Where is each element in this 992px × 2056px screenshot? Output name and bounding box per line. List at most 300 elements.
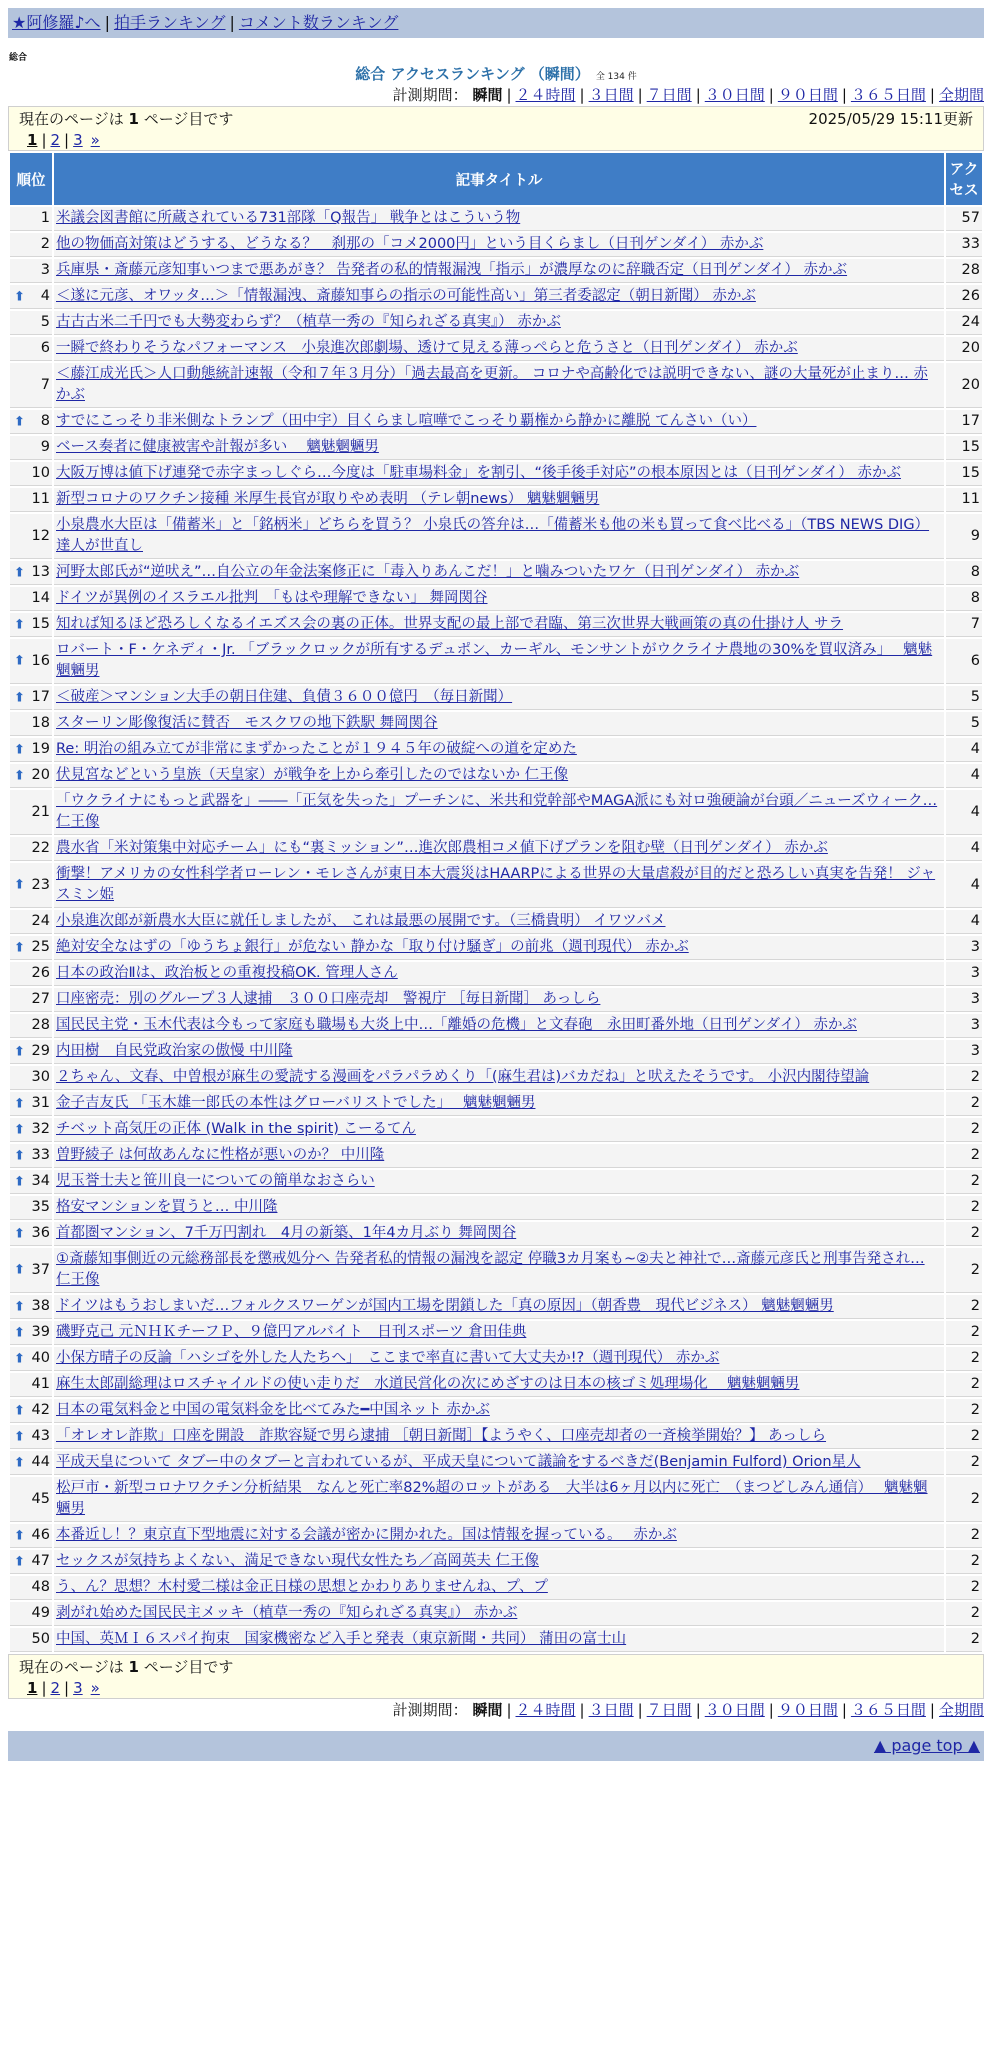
header-position: 順位 [10,153,52,205]
rank-position-cell [10,1144,52,1168]
ranking-title [8,64,984,84]
article-title-link[interactable]: 中国、英ＭＩ６スパイ拘束 国家機密など入手と発表（東京新聞・共同） 蒲田の富士山 [56,1631,627,1647]
total-count: 全 134 件 [595,72,637,82]
article-title-cell [54,1014,944,1038]
up-arrow-icon: ⬆ [14,1174,25,1189]
article-title-cell [54,1321,944,1345]
article-title-link[interactable]: う、ん？思想？木村愛二様は金正日様の思想とかわりありませんね、プ、プ [56,1579,548,1595]
article-title-link[interactable]: 日本の政治Ⅱは、政治板との重複投稿OK. 管理人さん [56,965,398,981]
article-title-link[interactable]: 「ウクライナにもっと武器を」――「正気を失った」プーチンに、米共和党幹部やMAGA派にも対ロ強硬論が台頭／ニューズウィーク… 仁王像 [56,793,938,830]
article-title-link[interactable]: 農水省「米対策集中対応チーム」にも“裏ミッション”…進次郎農相コメ値下げプランを阻む壁（日刊ゲンダイ） 赤かぶ [56,840,828,856]
table-row [10,686,982,710]
up-arrow-icon: ⬆ [14,565,25,580]
rank-number: 11 [31,491,50,507]
period-option-3d[interactable]: ３日間 [588,86,634,104]
access-count: 15 [946,462,982,486]
up-arrow-icon: ⬆ [14,1455,25,1470]
rank-position-cell [10,1118,52,1142]
access-count: 2 [946,1373,982,1397]
table-row [10,639,982,684]
period-option-90d[interactable]: ９０日間 [777,86,838,104]
access-count: 5 [946,712,982,736]
header-access: アクセス [946,153,982,205]
rank-position-cell [10,712,52,736]
access-count: 20 [946,337,982,361]
access-count: 3 [946,936,982,960]
rank-number: 33 [31,1147,50,1163]
rank-position-cell [10,764,52,788]
period-option-30d[interactable]: ３０日間 [704,86,765,104]
up-arrow-icon: ⬆ [14,653,25,669]
page-next-link[interactable]: » [90,1679,100,1697]
article-title-cell [54,1144,944,1168]
page-top-link[interactable]: ▲ page top ▲ [873,1736,980,1755]
rank-position-cell [10,639,52,684]
access-count: 2 [946,1477,982,1522]
rank-position-cell [10,488,52,512]
rank-position-cell [10,259,52,283]
up-arrow-icon: ⬆ [14,1403,25,1418]
rank-position-cell [10,1602,52,1626]
rank-number: 30 [31,1069,50,1085]
rank-number: 43 [31,1428,50,1444]
table-row [10,410,982,434]
rank-position-cell [10,1040,52,1064]
article-title-link[interactable]: 小泉進次郎が新農水大臣に就任しましたが、 これは最悪の展開です。（三橋貴明） イワツバメ [56,913,666,929]
table-row [10,1477,982,1522]
rank-number: 28 [31,1017,50,1033]
access-count: 2 [946,1425,982,1449]
rank-position-cell [10,436,52,460]
article-title-link[interactable]: 伏見宮などという皇族（天皇家）が戦争を上から牽引したのではないか 仁王像 [56,767,569,783]
rank-position-cell [10,285,52,309]
article-title-link[interactable]: 本番近し！？東京直下型地震に対する会議が密かに開かれた。国は情報を握っている。 赤かぶ [56,1527,677,1543]
access-count: 2 [946,1196,982,1220]
page-status: 現在のページは 1 ページ目です [19,110,234,128]
access-count: 2 [946,1628,982,1652]
rank-position-cell [10,410,52,434]
access-count: 4 [946,910,982,934]
rank-position-cell [10,863,52,908]
article-title-cell [54,1347,944,1371]
article-title-link[interactable]: 兵庫県・斎藤元彦知事いつまで悪あがき？ 告発者の私的情報漏洩「指示」が濃厚なのに辞職否定（日刊ゲンダイ） 赤かぶ [56,262,848,278]
article-title-cell [54,561,944,585]
up-arrow-icon: ⬆ [14,1429,25,1444]
article-title-link[interactable]: チベット高気圧の正体 (Walk in the spirit) こーるてん [56,1121,416,1137]
article-title-cell [54,686,944,710]
period-option-all[interactable]: 全期間 [938,86,984,104]
nav-separator: | [229,13,235,32]
table-row [10,1295,982,1319]
rank-number: 37 [31,1261,50,1278]
article-title-cell [54,1373,944,1397]
article-title-cell [54,988,944,1012]
nav-comment-ranking-link[interactable]: コメント数ランキング [238,13,399,32]
rank-position-cell [10,1248,52,1293]
article-title-cell [54,1628,944,1652]
article-title-link[interactable]: 児玉誉士夫と笹川良一についての簡単なおさらい [56,1173,375,1189]
rank-position-cell [10,1222,52,1246]
article-title-cell [54,837,944,861]
access-count: 2 [946,1248,982,1293]
article-title-cell [54,712,944,736]
article-title-link[interactable]: 新型コロナのワクチン接種 米厚生長官が取りやめ表明 （テレ朝news） 魑魅魍魎男 [56,491,600,507]
up-arrow-icon: ⬆ [14,768,25,783]
period-option-365d[interactable]: ３６５日間 [850,1701,926,1719]
pagination-bottom: 現在のページは 1 ページ目です 1 | 2 | 3 » [8,1654,984,1699]
access-count: 24 [946,311,982,335]
page-current: 1 [27,1679,38,1697]
article-title-cell [54,1576,944,1600]
rank-number: 41 [31,1376,50,1392]
article-title-link[interactable]: 格安マンションを買うと… 中川隆 [56,1199,278,1215]
article-title-cell [54,311,944,335]
article-title-link[interactable]: ＜遂に元彦、オワッタ…＞「情報漏洩、斎藤知事らの指示の可能性高い」第三者委認定（朝日新聞） 赤かぶ [56,288,756,304]
rank-position-cell [10,910,52,934]
rank-position-cell [10,1347,52,1371]
access-count: 3 [946,1040,982,1064]
article-title-link[interactable]: 日本の電気料金と中国の電気料金を比べてみた━中国ネット 赤かぶ [56,1402,490,1418]
table-row [10,1092,982,1116]
article-title-cell [54,1118,944,1142]
article-title-link[interactable]: ①斎藤知事側近の元総務部長を懲戒処分へ 告発者私的情報の漏洩を認定 停職3カ月案も~②夫と神社で…斎藤元彦氏と刑事告発され… 仁王像 [56,1251,925,1288]
table-row [10,1602,982,1626]
up-arrow-icon: ⬆ [14,1122,25,1137]
section-label: 総合 [9,53,28,63]
table-row [10,910,982,934]
up-arrow-icon: ⬆ [14,1148,25,1163]
rank-position-cell [10,1524,52,1548]
rank-position-cell [10,1066,52,1090]
page-link-3[interactable]: 3 [73,1679,83,1697]
access-count: 8 [946,561,982,585]
table-row [10,962,982,986]
article-title-cell [54,962,944,986]
rank-number: 50 [31,1631,50,1647]
article-title-link[interactable]: 国民民主党・玉木代表は今もって家庭も職場も大炎上中…「離婚の危機」と文春砲 永田町番外地（日刊ゲンダイ） 赤かぶ [56,1017,857,1033]
period-option-365d[interactable]: ３６５日間 [850,86,926,104]
table-row [10,1222,982,1246]
rank-number: 44 [31,1454,50,1470]
access-count: 2 [946,1092,982,1116]
ranking-table-body [10,207,982,1652]
rank-position-cell [10,587,52,611]
table-row [10,712,982,736]
article-title-link[interactable]: ＜藤江成光氏＞人口動態統計速報（令和７年３月分）「過去最高を更新。 コロナや高齢化では説明できない、謎の大量死が止まり… 赤かぶ [56,366,928,403]
up-arrow-icon: ⬆ [14,940,25,955]
article-title-cell [54,1399,944,1423]
period-option-30d[interactable]: ３０日間 [704,1701,765,1719]
access-count: 17 [946,410,982,434]
period-option-7d[interactable]: ７日間 [646,1701,692,1719]
article-title-cell [54,1248,944,1293]
period-option-all[interactable]: 全期間 [938,1701,984,1719]
pagination-top: 現在のページは 1 ページ目です 2025/05/29 15:11更新 1 | 2 | 3 » [8,106,984,151]
table-row [10,988,982,1012]
period-option-24h[interactable]: ２４時間 [515,1701,576,1719]
article-title-link[interactable]: 「オレオレ詐欺」口座を開設 詐欺容疑で男ら逮捕 ［朝日新聞］【ようやく、口座売却者の一斉検挙開始？】 あっしら [56,1428,827,1444]
nav-separator: | [104,13,110,32]
rank-number: 48 [31,1579,50,1595]
article-title-cell [54,337,944,361]
rank-position-cell [10,1550,52,1574]
rank-number: 34 [31,1173,50,1189]
article-title-cell [54,1451,944,1475]
access-count: 28 [946,259,982,283]
rank-position-cell [10,837,52,861]
rank-number: 3 [40,262,50,278]
article-title-cell [54,207,944,231]
table-row [10,1399,982,1423]
article-title-link[interactable]: 曽野綾子 は何故あんなに性格が悪いのか？ 中川隆 [56,1147,385,1163]
footer-bar [8,1731,984,1761]
article-title-cell [54,410,944,434]
rank-number: 7 [40,376,50,393]
access-count: 3 [946,1014,982,1038]
period-label: 計測期間： [392,86,468,104]
nav-home-link[interactable]: ★阿修羅♪へ [12,13,101,32]
rank-position-cell [10,1477,52,1522]
rank-number: 4 [40,288,50,304]
access-count: 8 [946,587,982,611]
access-count: 2 [946,1524,982,1548]
rank-number: 26 [31,965,50,981]
rank-position-cell [10,1425,52,1449]
article-title-cell [54,790,944,835]
table-row [10,561,982,585]
article-title-link[interactable]: セックスが気持ちよくない、満足できない現代女性たち／高岡英夫 仁王像 [56,1553,539,1569]
access-count: 2 [946,1576,982,1600]
up-arrow-icon: ⬆ [14,690,25,705]
table-row [10,436,982,460]
up-arrow-icon: ⬆ [14,617,25,632]
table-row [10,363,982,408]
article-title-link[interactable]: ２ちゃん、文春、中曽根が麻生の愛読する漫画をパラパラめくり「(麻生君は)バカだね」と吠えたそうです。 小沢内閣待望論 [56,1069,870,1085]
article-title-cell [54,285,944,309]
rank-number: 21 [31,803,50,820]
table-row [10,837,982,861]
page-link-2[interactable]: 2 [50,1679,61,1697]
article-title-link[interactable]: 大阪万博は値下げ連発で赤字まっしぐら…今度は「駐車場料金」を割引、“後手後手対応”の根本原因とは（日刊ゲンダイ） 赤かぶ [56,465,901,481]
rank-position-cell [10,1295,52,1319]
ranking-title-text: 総合 アクセスランキング （瞬間） [355,65,590,83]
table-row [10,285,982,309]
article-title-link[interactable]: 小泉農水大臣は「備蓄米」と「銘柄米」どちらを買う？ 小泉氏の答弁は…「備蓄米も他の米も買って食べ比べる」（TBS NEWS DIG） 達人が世直し [56,517,930,554]
updated-timestamp: 2025/05/29 15:11更新 [808,110,973,128]
nav-clap-ranking-link[interactable]: 拍手ランキング [113,13,226,32]
rank-position-cell [10,1321,52,1345]
table-row [10,259,982,283]
period-selector-top: 計測期間： 瞬間 | ２４時間 | ３日間 | ７日間 | ３０日間 | ９０日間 | ３６５日間 | 全期間 [392,86,984,104]
period-selector-bottom: 計測期間： 瞬間 | ２４時間 | ３日間 | ７日間 | ３０日間 | ９０日間 | ３６５日間 | 全期間 [392,1701,984,1719]
up-arrow-icon: ⬆ [14,877,25,893]
table-row [10,337,982,361]
table-row [10,587,982,611]
table-row [10,514,982,559]
top-nav-bar [8,8,984,38]
up-arrow-icon: ⬆ [14,1299,25,1314]
access-count: 4 [946,837,982,861]
rank-number: 14 [31,590,50,606]
article-title-link[interactable]: すでにこっそり非米側なトランプ（田中宇）目くらまし喧嘩でこっそり覇権から静かに離脱 てんさい（い） [56,413,757,429]
article-title-link[interactable]: 口座密売：別のグループ３人逮捕 ３００口座売却 警視庁 ［毎日新聞］ あっしら [56,991,601,1007]
article-title-link[interactable]: 内田樹 自民党政治家の傲慢 中川隆 [56,1043,293,1059]
page-link-2[interactable]: 2 [50,131,61,149]
access-count: 2 [946,1066,982,1090]
table-row [10,1248,982,1293]
article-title-link[interactable]: 一瞬で終わりそうなパフォーマンス 小泉進次郎劇場、透けて見える薄っぺらと危うさと（日刊ゲンダイ） 赤かぶ [56,340,798,356]
page-link-3[interactable]: 3 [73,131,83,149]
article-title-link[interactable]: Re: 明治の組み立てが非常にまずかったことが１９４５年の破綻への道を定めた [56,741,577,757]
period-option-24h[interactable]: ２４時間 [515,86,576,104]
table-row [10,764,982,788]
access-count: 33 [946,233,982,257]
rank-position-cell [10,514,52,559]
header-title: 記事タイトル [54,153,944,205]
rank-position-cell [10,1170,52,1194]
article-title-link[interactable]: 河野太郎氏が“逆吠え”…自公立の年金法案修正に「毒入りあんこだ！」と噛みついたワケ（日刊ゲンダイ） 赤かぶ [56,564,800,580]
table-row [10,1040,982,1064]
article-title-link[interactable]: 古古古米二千円でも大勢変わらず？（植草一秀の『知られざる真実』） 赤かぶ [56,314,561,330]
rank-position-cell [10,1451,52,1475]
rank-position-cell [10,1014,52,1038]
article-title-cell [54,363,944,408]
up-arrow-icon: ⬆ [14,742,25,757]
article-title-link[interactable]: 衝撃！アメリカの女性科学者ローレン・モレさんが東日本大震災はHAARPによる世界の大量虐殺が目的だと恐ろしい真実を告発！ ジャスミン姫 [56,866,936,903]
article-title-cell [54,863,944,908]
article-title-link[interactable]: ロバート・F・ケネディ・Jr. 「ブラックロックが所有するデュポン、カーギル、モンサントがウクライナ農地の30%を買収済み」 魑魅魍魎男 [56,642,933,679]
article-title-link[interactable]: 小保方晴子の反論「ハシゴを外した人たちへ」 ここまで率直に書いて大丈夫か!?（週刊現代） 赤かぶ [56,1350,720,1366]
rank-number: 1 [40,210,50,226]
article-title-link[interactable]: スターリン彫像復活に賛否 モスクワの地下鉄駅 舞岡関谷 [56,715,438,731]
access-count: 2 [946,1295,982,1319]
access-count: 20 [946,363,982,408]
rank-number: 5 [40,314,50,330]
article-title-cell [54,1196,944,1220]
article-title-cell [54,1602,944,1626]
up-arrow-icon: ⬆ [14,1325,25,1340]
access-count: 4 [946,764,982,788]
page-next-link[interactable]: » [90,131,100,149]
access-count: 5 [946,686,982,710]
article-title-cell [54,488,944,512]
access-count: 15 [946,436,982,460]
table-row [10,1066,982,1090]
article-title-link[interactable]: ベース奏者に健康被害や計報が多い 魑魅魍魎男 [56,439,379,455]
table-row [10,1196,982,1220]
rank-position-cell [10,613,52,637]
rank-number: 15 [31,616,50,632]
article-title-link[interactable]: 他の物価高対策はどうする、どうなる？ 刹那の「コメ2000円」という目くらまし（日刊ゲンダイ） 赤かぶ [56,236,764,252]
article-title-link[interactable]: 米議会図書館に所蔵されている731部隊「Q報告」 戦争とはこういう物 [56,210,521,226]
table-row [10,1014,982,1038]
period-option-7d[interactable]: ７日間 [646,86,692,104]
page-status: 現在のページは 1 ページ目です [19,1658,234,1676]
rank-number: 45 [31,1490,50,1507]
ranking-table [8,151,984,1654]
period-current: 瞬間 [472,1701,503,1719]
table-row [10,1628,982,1652]
rank-number: 40 [31,1350,50,1366]
access-count: 57 [946,207,982,231]
article-title-cell [54,1040,944,1064]
article-title-link[interactable]: 金子吉友氏 「玉木雄一郎氏の本性はグローバリストでした」 魑魅魍魎男 [56,1095,536,1111]
up-arrow-icon: ⬆ [14,1044,25,1059]
rank-number: 39 [31,1324,50,1340]
period-label: 計測期間： [392,1701,468,1719]
rank-position-cell [10,686,52,710]
table-row [10,1550,982,1574]
access-count: 2 [946,1550,982,1574]
rank-number: 9 [40,439,50,455]
rank-position-cell [10,962,52,986]
article-title-cell [54,1295,944,1319]
rank-number: 32 [31,1121,50,1137]
article-title-link[interactable]: 首都圏マンション、7千万円割れ 4月の新築、1年4カ月ぶり 舞岡関谷 [56,1225,517,1241]
rank-number: 47 [31,1553,50,1569]
up-arrow-icon: ⬆ [14,414,25,429]
article-title-link[interactable]: ドイツはもうおしまいだ…フォルクスワーゲンが国内工場を閉鎖した「真の原因」（朝香豊 現代ビジネス） 魑魅魍魎男 [56,1298,834,1314]
article-title-link[interactable]: 知れば知るほど恐ろしくなるイエズス会の裏の正体。世界支配の最上部で君臨、第三次世界大戦画策の真の仕掛け人 サラ [56,616,844,632]
article-title-cell [54,1092,944,1116]
access-count: 26 [946,285,982,309]
access-count: 4 [946,863,982,908]
table-row [10,1347,982,1371]
access-count: 3 [946,962,982,986]
article-title-cell [54,1170,944,1194]
access-count: 2 [946,1170,982,1194]
article-title-link[interactable]: 松戸市・新型コロナワクチン分析結果 なんと死亡率82%超のロットがある 大半は6ヶ月以内に死亡 （まつどしみん通信） 魑魅魍魎男 [56,1480,928,1517]
access-count: 7 [946,613,982,637]
article-title-link[interactable]: 剥がれ始めた国民民主メッキ（植草一秀の『知られざる真実』） 赤かぶ [56,1605,518,1621]
access-count: 2 [946,1602,982,1626]
period-option-90d[interactable]: ９０日間 [777,1701,838,1719]
rank-number: 23 [31,876,50,893]
rank-position-cell [10,1399,52,1423]
table-row [10,1321,982,1345]
table-row [10,1576,982,1600]
rank-number: 17 [31,689,50,705]
access-count: 4 [946,738,982,762]
article-title-cell [54,587,944,611]
up-arrow-icon: ⬆ [14,289,25,304]
article-title-cell [54,514,944,559]
period-option-3d[interactable]: ３日間 [588,1701,634,1719]
article-title-link[interactable]: ＜破産＞マンション大手の朝日住建、負債３６００億円 （毎日新聞） [56,689,513,705]
article-title-link[interactable]: 絶対安全なはずの「ゆうちょ銀行」が危ない 静かな「取り付け騒ぎ」の前兆（週刊現代） 赤かぶ [56,939,689,955]
access-count: 2 [946,1144,982,1168]
article-title-link[interactable]: 磯野克己 元ＮＨＫチーフＰ、９億円アルバイト 日刊スポーツ 倉田佳典 [56,1324,527,1340]
article-title-cell [54,259,944,283]
article-title-link[interactable]: 平成天皇について タブー中のタブーと言われているが、平成天皇について議論をするべきだ(Benjamin Fulford) Orion星人 [56,1454,861,1470]
access-count: 2 [946,1347,982,1371]
article-title-link[interactable]: ドイツが異例のイスラエル批判 「もはや理解できない」 舞岡関谷 [56,590,488,606]
table-row [10,1118,982,1142]
article-title-link[interactable]: 麻生太郎副総理はロスチャイルドの使い走りだ 水道民営化の次にめざすのは日本の核ゴミ処理場化 魑魅魍魎男 [56,1376,800,1392]
article-title-cell [54,1477,944,1522]
rank-position-cell [10,1092,52,1116]
rank-position-cell [10,311,52,335]
rank-position-cell [10,363,52,408]
article-title-cell [54,1524,944,1548]
up-arrow-icon: ⬆ [14,1096,25,1111]
rank-number: 20 [31,767,50,783]
rank-number: 36 [31,1225,50,1241]
table-row [10,613,982,637]
article-title-cell [54,1425,944,1449]
access-count: 2 [946,1399,982,1423]
page-current: 1 [27,131,38,149]
